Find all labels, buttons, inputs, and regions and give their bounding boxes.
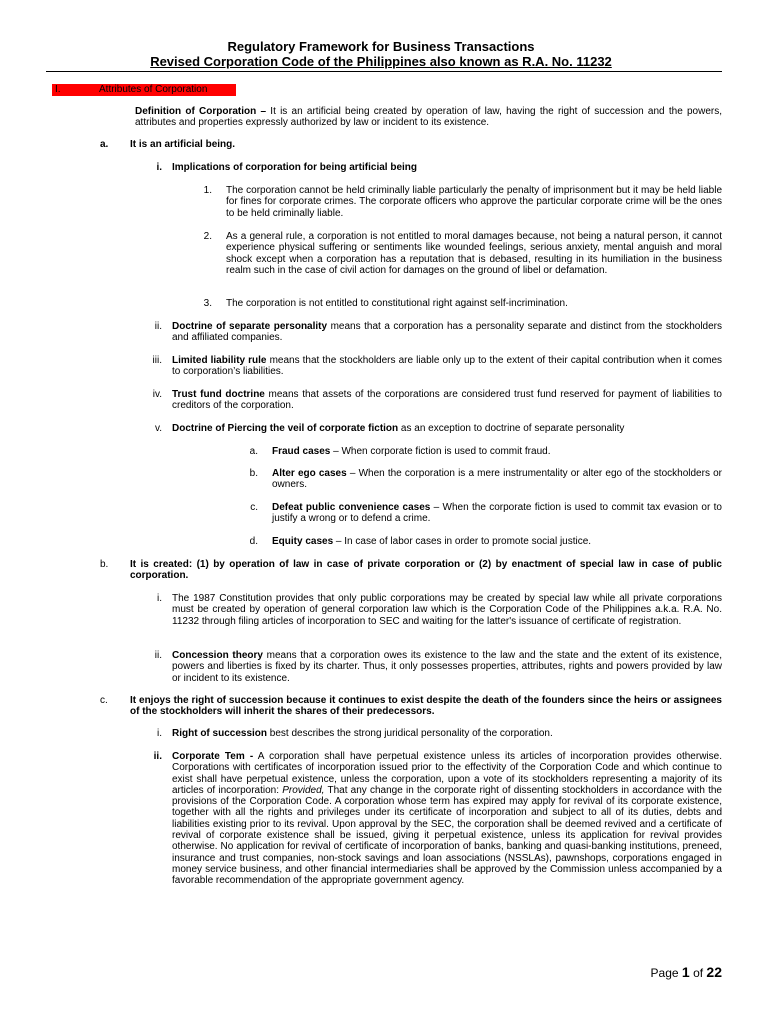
- item-a-iii-marker: iii.: [152, 355, 162, 366]
- veil-a-text: [272, 446, 722, 457]
- section-heading: [52, 84, 236, 96]
- item-b-title: It is created: (1) by operation of law in case of private corporation or (2) by enactment of special law in case of public corporation.: [130, 559, 722, 582]
- page-number: 1: [681, 964, 690, 980]
- page-footer: [650, 964, 722, 980]
- veil-d-marker: d.: [249, 536, 258, 547]
- item-c-ii-marker: ii.: [153, 751, 162, 762]
- piercing-veil-label: Doctrine of Piercing the veil of corporate fiction: [172, 423, 399, 434]
- equity-cases-label: Equity cases: [272, 536, 334, 547]
- item-a-v-marker: v.: [154, 423, 162, 434]
- definition-text: It is an artificial being created by operation of law, having the right of succession and the powers, attributes and properties expressly authorized by law or incident to its existence.: [135, 106, 723, 129]
- item-b-i-text: The 1987 Constitution provides that only public corporations may be created by special law while all private corporations must be created by operation of general corporation law which is the Corporation Code of the Philippines a.k.a. R.A. No. 11232 through filing articles of incorporation to SEC and waiting for the latter's issuance of certificate of registration.: [172, 593, 722, 627]
- trust-fund-text: means that assets of the corporations are considered trust fund reserved for payment of liabilities to creditors of the corporation.: [172, 389, 722, 412]
- piercing-veil-text: as an exception to doctrine of separate personality: [398, 423, 625, 434]
- definition-paragraph: [135, 106, 722, 129]
- implication-3-text: The corporation is not entitled to constitutional right against self-incrimination.: [226, 298, 568, 309]
- item-a-iii-text: [172, 355, 722, 378]
- item-c-title: It enjoys the right of succession because it continues to exist despite the death of the founders since the heirs or assignees of the stockholders will inherit the shares of their predecessors.: [130, 695, 722, 718]
- item-a-i-title: Implications of corporation for being artificial being: [172, 162, 418, 173]
- corporate-term-label: Corporate Tem -: [172, 751, 254, 762]
- document-header: [40, 39, 722, 69]
- concession-theory-label: Concession theory: [172, 650, 263, 661]
- page-total: 22: [706, 964, 722, 980]
- implication-2-text: As a general rule, a corporation is not entitled to moral damages because, not being a natural person, it cannot experience physical suffering or sentiments like wounded feelings, serious anxiety, mental anguish and moral shock except when a corporation has a reputation that is debased, resulting in its humiliation in the business realm such in the case of civil action for damages on the ground of libel or defamation.: [226, 231, 722, 276]
- header-divider: [46, 71, 722, 72]
- equity-cases-text: – In case of labor cases in order to promote social justice.: [333, 536, 592, 547]
- item-a-ii-text: [172, 321, 722, 344]
- public-convenience-text: – When the corporate fiction is used to commit tax evasion or to justify a wrong or to defend a crime.: [272, 502, 722, 525]
- item-a-ii-marker: ii.: [154, 321, 162, 332]
- public-convenience-label: Defeat public convenience cases: [272, 502, 431, 513]
- implication-3-marker: 3.: [203, 298, 212, 309]
- veil-b-text: [272, 468, 722, 491]
- item-c-i-marker: i.: [157, 728, 162, 739]
- definition-label: Definition of Corporation –: [135, 106, 267, 117]
- item-a-iv-marker: iv.: [152, 389, 162, 400]
- alter-ego-text: – When the corporation is a mere instrumentality or alter ego of the stockholders or owners.: [272, 468, 722, 491]
- trust-fund-label: Trust fund doctrine: [172, 389, 265, 400]
- separate-personality-label: Doctrine of separate personality: [172, 321, 328, 332]
- item-c-ii-text: [172, 751, 722, 887]
- corporate-term-text-2: That any change in the corporate right of dissenting stockholders in accordance with the provisions of the Corporation Code. A corporation whose term has expired may apply for revival of its corporate existence, together with all the rights and privileges under its certificate of incorporation and subject to all of its duties, debts and liabilities existing prior to its revival. Upon approval by the SEC, the corporation shall be deemed revived and a certificate of revival of corporate existence shall be issued, giving it perpetual existence, unless its application for revival provides otherwise. No application for revival of certificate of incorporation of banks, banking and quasi-banking institutions, preneed, insurance and trust companies, non-stock savings and loan associations (NSSLAs), pawnshops, corporations engaged in money service business, and other financial intermediaries shall be approved by the Commission unless accompanied by a favorable recommendation of the appropriate government agency.: [172, 784, 722, 887]
- item-c-marker: c.: [100, 695, 108, 706]
- fraud-cases-label: Fraud cases: [272, 446, 331, 457]
- section-title: Attributes of Corporation: [99, 84, 208, 95]
- item-a-title: It is an artificial being.: [130, 139, 236, 150]
- section-marker: I.: [55, 84, 61, 95]
- right-of-succession-text: best describes the strong juridical personality of the corporation.: [267, 728, 553, 739]
- document-title: Regulatory Framework for Business Transactions: [227, 39, 535, 54]
- veil-b-marker: b.: [249, 468, 258, 479]
- item-b-ii-text: [172, 650, 722, 684]
- veil-c-text: [272, 502, 722, 525]
- implication-1-text: The corporation cannot be held criminally liable particularly the penalty of imprisonment but it may be held liable for fines for corporate crimes. The corporate officers who approve the particular corporate crime will be the ones to be held criminally liable.: [226, 185, 722, 219]
- implication-1-marker: 1.: [203, 185, 212, 196]
- limited-liability-label: Limited liability rule: [172, 355, 267, 366]
- item-a-iv-text: [172, 389, 722, 412]
- veil-a-marker: a.: [249, 446, 258, 457]
- corporate-term-text-1: A corporation shall have perpetual existence unless its articles of incorporation provides otherwise. Corporations with certificates of incorporation issued prior to the effectivity of the Corporation Code and which continue to exist shall have perpetual existence, unless the corporation, upon a vote of its stockholders representing a majority of its articles of incorporation:: [172, 751, 722, 796]
- implication-2-marker: 2.: [203, 231, 212, 242]
- page-word: Page: [650, 966, 679, 980]
- fraud-cases-text: – When corporate fiction is used to commit fraud.: [330, 446, 551, 457]
- item-c-i-text: [172, 728, 722, 739]
- item-a-marker: a.: [100, 139, 109, 150]
- item-a-v-text: [172, 423, 722, 434]
- document-subtitle: Revised Corporation Code of the Philippines also known as R.A. No. 11232: [150, 54, 612, 69]
- item-b-marker: b.: [100, 559, 109, 570]
- right-of-succession-label: Right of succession: [172, 728, 268, 739]
- separate-personality-text: means that a corporation has a personality separate and distinct from the stockholders and affiliated companies.: [172, 321, 722, 344]
- provided-italic: Provided,: [282, 784, 325, 796]
- veil-d-text: [272, 536, 722, 547]
- item-b-i-marker: i.: [157, 593, 162, 604]
- veil-c-marker: c.: [250, 502, 258, 513]
- alter-ego-label: Alter ego cases: [272, 468, 347, 479]
- concession-theory-text: means that a corporation owes its existence to the law and the state and the extent of its existence, powers and liberties is fixed by its charter. Thus, it only possesses properties, attributes, rights and powers provided by law or incident to its existence.: [172, 650, 722, 684]
- item-b-ii-marker: ii.: [154, 650, 162, 661]
- limited-liability-text: means that the stockholders are liable only up to the extent of their capital contribution when it comes to corporation’s liabilities.: [172, 355, 722, 378]
- of-word: of: [693, 966, 704, 980]
- item-a-i-marker: i.: [156, 162, 162, 173]
